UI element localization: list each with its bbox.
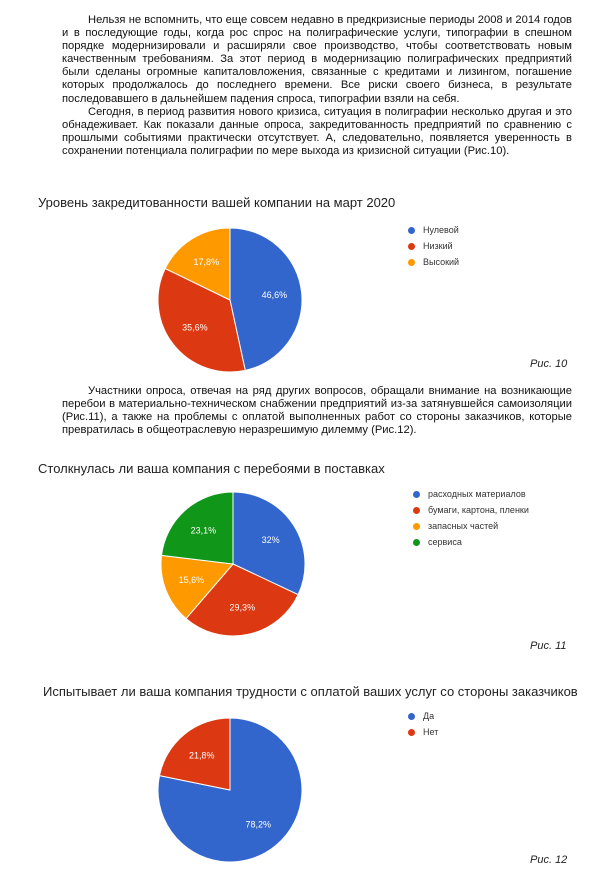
chart-2-legend-label: бумаги, картона, пленки (428, 505, 529, 515)
chart-1-legend-swatch (408, 227, 415, 234)
chart-3-legend-swatch (408, 729, 415, 736)
chart-2-caption: Рис. 11 (530, 640, 567, 652)
chart-2-slice-label-3: 15,6% (178, 575, 205, 586)
chart-3-pie (150, 710, 310, 870)
chart-2-legend-swatch (413, 539, 420, 546)
chart-1-pie (150, 220, 310, 380)
chart-1-legend-item (408, 254, 459, 270)
chart-1-legend (408, 222, 459, 270)
chart-3-legend-label: Да (423, 711, 435, 721)
chart-3-slice-label-2: 21,8% (188, 750, 215, 761)
chart-2-legend-label: запасных частей (428, 521, 499, 531)
chart-2-legend-item (413, 534, 529, 550)
chart-1-legend-item (408, 222, 459, 238)
intro-paragraphs (62, 14, 572, 158)
chart-2-legend-item (413, 518, 529, 534)
paragraph-1: Нельзя не вспомнить, что еще совсем недавно в предкризисные периоды 2008 и 2014 годов и в последующие годы, когда рос спрос на полиграфические услуги, типографии в спешном порядке модернизировали и расширяли свое производство, чтобы соответствовать новым качественным требованиям. За этот период в модернизацию полиграфических предприятий были сделаны огромные капиталовложения, связанные с кредитами и лизингом, погашение которых продолжалось до последнего времени. Все риски своего бизнеса, в результате последовавшего в дальнейшем падения спроса, типографии взяли на себя. (62, 14, 572, 105)
chart-2-legend (413, 486, 529, 550)
chart-3-caption: Рис. 12 (530, 854, 568, 866)
chart-1-legend-swatch (408, 259, 415, 266)
chart-2-slice-label-4: 23,1% (190, 525, 217, 536)
chart-2-title: Столкнулась ли ваша компания с перебоями в поставках (38, 461, 385, 476)
chart-2-pie (153, 484, 313, 644)
chart-2-legend-label: сервиса (428, 537, 462, 547)
chart-3-legend-label: Нет (423, 727, 439, 737)
chart-1-legend-label: Низкий (423, 241, 453, 251)
middle-paragraph (62, 385, 572, 437)
paragraph-3: Участники опроса, отвечая на ряд других вопросов, обращали внимание на возникающие перебои в материально-техническом снабжении предприятий из-за затянувшейся самоизоляции (Рис.11), а также на проблемы с оплатой выполненных работ со стороны заказчиков, которые превратилась в общеотраслевую неразрешимую дилемму (Рис.12). (62, 385, 572, 437)
chart-3-slice-label-1: 78,2% (245, 819, 272, 830)
chart-1-legend-swatch (408, 243, 415, 250)
chart-1-slice-label-3: 17,8% (193, 257, 220, 268)
chart-2-legend-swatch (413, 523, 420, 530)
chart-3-legend (408, 708, 438, 740)
chart-1-legend-label: Высокий (423, 257, 460, 267)
chart-3-legend-item (408, 724, 438, 740)
paragraph-2: Сегодня, в период развития нового кризиса, ситуация в полиграфии несколько другая и это обнадеживает. Как показали данные опроса, закредитованность предприятий по сравнению с прошлыми событиями практически отсутствует. А, следовательно, появляется уверенность в сохранении потенциала полиграфии по мере выхода из кризисной ситуации (Рис.10). (62, 105, 572, 157)
chart-2-legend-item (413, 502, 529, 518)
chart-2-legend-item (413, 486, 529, 502)
chart-1-slice-label-2: 35,6% (182, 322, 208, 333)
chart-3-legend-item (408, 708, 438, 724)
chart-1-caption: Рис. 10 (530, 358, 568, 370)
chart-2-legend-swatch (413, 507, 420, 514)
chart-2-legend-swatch (413, 491, 420, 498)
chart-2-slice-label-2: 29,3% (229, 602, 256, 613)
chart-1-slice-label-1: 46,6% (261, 290, 288, 301)
chart-1-legend-label: Нулевой (423, 225, 459, 235)
chart-1-legend-item (408, 238, 459, 254)
chart-2-slice-label-1: 32% (261, 535, 280, 546)
chart-2-legend-label: расходных материалов (428, 489, 526, 499)
chart-3-legend-swatch (408, 713, 415, 720)
chart-1-title: Уровень закредитованности вашей компании на март 2020 (38, 195, 396, 210)
chart-3-title: Испытывает ли ваша компания трудности с оплатой ваших услуг со стороны заказчиков (43, 684, 578, 699)
